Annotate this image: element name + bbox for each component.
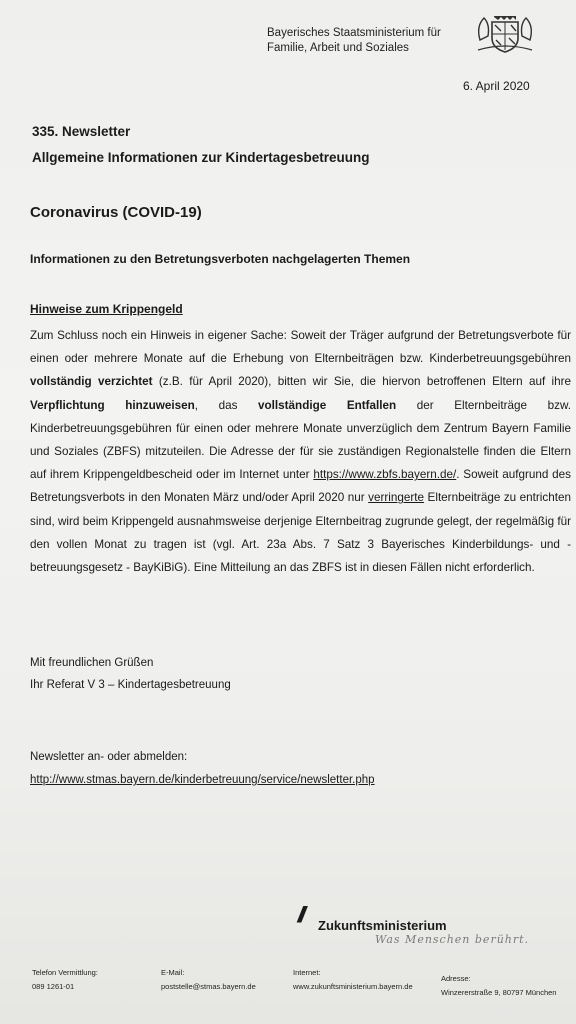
paragraph-text: . Soweit aufgrund des Betretungsverbots in den Monaten März und/oder April 2020 nur (30, 468, 571, 505)
ministry-line-2: Familie, Arbeit und Soziales (267, 42, 409, 54)
emphasis-text: vollständig verzichtet (30, 375, 153, 389)
newsletter-title: Allgemeine Informationen zur Kindertagesbetreuung (32, 150, 370, 165)
ministry-line-1: Bayerisches Staatsministerium für (267, 27, 441, 39)
footer-address-label: Adresse: (441, 974, 471, 983)
footer-web (293, 966, 413, 994)
section-heading: Hinweise zum Krippengeld (30, 302, 183, 316)
logo-text: Zukunftsministerium (318, 918, 447, 933)
footer-email-value[interactable]: poststelle@stmas.bayern.de (161, 982, 256, 991)
subscribe-block (30, 746, 375, 792)
logo-slashes: // (295, 902, 305, 927)
newsletter-number: 335. Newsletter (32, 124, 131, 139)
footer-address-value: Winzererstraße 9, 80797 München (441, 988, 557, 997)
greeting: Mit freundlichen Grüßen (30, 657, 154, 669)
zbfs-link[interactable]: https://www.zbfs.bayern.de/ (313, 468, 457, 482)
emphasis-text: Verpflichtung hinzuweisen (30, 398, 195, 412)
footer-web-label: Internet: (293, 968, 321, 977)
paragraph-text: Elternbeiträge zu entrichten sind, wird beim Krippengeld ausnahmsweise derjenige Elternbeitrag zugrunde gelegt, der regelmäßig für den vollen Monat zu tragen ist (vgl. Art. 23a Abs. 7 Satz 3 Bayerisches Kinderbildungs- und -betreuungsgesetz - BayKiBiG). Eine Mitteilung an das ZBFS ist in diesen Fällen nicht erforderlich. (30, 491, 571, 575)
footer-phone-label: Telefon Vermittlung: (32, 968, 98, 977)
footer-address (441, 972, 556, 1000)
topic-heading: Informationen zu den Betretungsverboten nachgelagerten Themen (30, 252, 411, 266)
paragraph-text: , das (194, 398, 259, 412)
subscribe-label: Newsletter an- oder abmelden: (30, 751, 188, 763)
footer-phone-value: 089 1261-01 (32, 982, 75, 991)
footer-email (161, 966, 256, 994)
section-paragraph (30, 324, 571, 579)
footer-web-value[interactable]: www.zukunftsministerium.bayern.de (293, 982, 413, 991)
logo-slogan: Was Menschen berührt. (375, 933, 530, 946)
paragraph-text: der Elternbeiträge bzw. Kinderbetreuungsgebühren für einen oder mehrere Monate unverzüglich dem Zentrum Bayern Familie und Soziales (ZBFS) mitzuteilen. Die Adresse der für sie zuständigen Regionalstelle finden die Eltern auf ihrem Krippengeldbescheid oder im Internet unter (30, 398, 571, 482)
underlined-text: verringerte (368, 491, 425, 505)
paragraph-text: Zum Schluss noch ein Hinweis in eigener Sache: Soweit der Träger aufgrund der Betretungsverbote für einen oder mehrere Monate auf die Erhebung von Elternbeiträgen bzw. Kinderbetreuungsgebühren (30, 329, 571, 366)
newsletter-link[interactable]: http://www.stmas.bayern.de/kinderbetreuung/service/newsletter.php (30, 774, 375, 786)
emphasis-text: vollständige Entfallen (258, 398, 397, 412)
sender: Ihr Referat V 3 – Kindertagesbetreuung (30, 679, 231, 691)
letter-date: 6. April 2020 (463, 79, 530, 93)
bavarian-coat-of-arms-icon (470, 10, 540, 54)
ministry-name (267, 26, 441, 56)
footer-email-label: E-Mail: (161, 968, 185, 977)
paragraph-text: (z.B. für April 2020), bitten wir Sie, die hiervon betroffenen Eltern auf ihre (152, 375, 571, 389)
subject-heading: Coronavirus (COVID-19) (30, 204, 202, 221)
closing-block (30, 652, 231, 696)
footer-phone (32, 966, 98, 994)
